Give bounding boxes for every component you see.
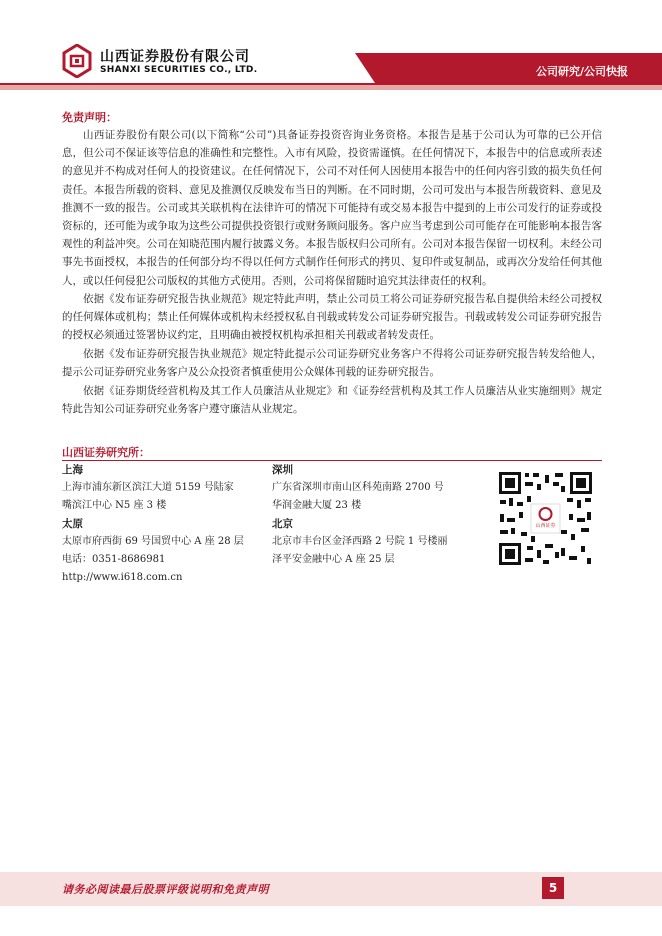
address-taiyuan [62, 515, 267, 587]
address-shanghai [62, 461, 267, 515]
address-beijing [272, 515, 482, 569]
company-name-en: SHANXI SECURITIES CO., LTD. [100, 65, 258, 75]
address-line: 太原市府西街 69 号国贸中心 A 座 28 层 [62, 536, 244, 547]
city-label-shanghai: 上海 [62, 464, 83, 476]
address-shenzhen [272, 461, 482, 515]
page-header [0, 0, 662, 90]
company-logo-icon [62, 44, 92, 78]
city-label-taiyuan: 太原 [62, 518, 83, 530]
disclaimer-paragraph-3: 依据《发布证券研究报告执业规范》规定特此提示公司证券研究业务客户不得将公司证券研究报告转发给他人，提示公司证券研究业务客户及公众投资者慎重使用公众媒体刊载的证券研究报告。 [62, 348, 602, 379]
page-number: 5 [542, 877, 564, 899]
disclaimer-paragraph-4: 依据《证券期货经营机构及其工作人员廉洁从业规定》和《证券经营机构及其工作人员廉洁从业实施细则》规定特此告知公司证券研究业务客户遵守廉洁从业规定。 [62, 385, 602, 416]
phone-number: 电话：0351-8686981 [62, 554, 166, 565]
page-footer [0, 872, 662, 906]
footer-notice: 请务必阅读最后股票评级说明和免责声明 [62, 883, 269, 896]
address-line: 北京市丰台区金泽西路 2 号院 1 号楼丽 [272, 536, 448, 547]
address-line: 上海市浦东新区滨江大道 5159 号陆家 [62, 482, 234, 493]
company-name-cn: 山西证券股份有限公司 [100, 49, 250, 65]
city-label-beijing: 北京 [272, 518, 293, 530]
qr-center-label: 山西证券 [535, 523, 556, 529]
address-line: 泽平安金融中心 A 座 25 层 [272, 554, 395, 565]
report-type-label: 公司研究/公司快报 [535, 65, 628, 78]
disclaimer-paragraph-1: 山西证券股份有限公司(以下简称“公司”)具备证券投资咨询业务资格。本报告是基于公司认为可靠的已公开信息，但公司不保证该等信息的准确性和完整性。入市有风险，投资需谨慎。在任何情况下，本报告中的信息或所表述的意见并不构成对任何人的投资建议。在任何情况下，公司不对任何人因使用本报告中的任何内容引致的损失负任何责任。本报告所载的资料、意见及推测仅反映发布当日的判断。在不同时期，公司可发出与本报告所载资料、意见及推测不一致的报告。公司或其关联机构在法律许可的情况下可能持有或交易本报告中提到的上市公司发行的证券或投资标的，还可能为或争取为这些公司提供投资银行或财务顾问服务。客户应当考虑到公司可能存在可能影响本报告客观性的利益冲突。公司在知晓范围内履行披露义务。本报告版权归公司所有。公司对本报告保留一切权利。未经公司事先书面授权，本报告的任何部分均不得以任何方式制作任何形式的拷贝、复印件或复制品，或再次分发给任何其他人，或以任何侵犯公司版权的其他方式使用。否则，公司将保留随时追究其法律责任的权利。 [62, 129, 602, 287]
qr-code-icon [497, 470, 594, 567]
address-line: 嘴滨江中心 N5 座 3 楼 [62, 500, 167, 511]
website-link[interactable]: http://www.i618.com.cn [62, 572, 183, 583]
disclaimer-title: 免责声明： [62, 111, 117, 124]
address-line: 广东省深圳市南山区科苑南路 2700 号 [272, 482, 444, 493]
address-line: 华润金融大厦 23 楼 [272, 500, 362, 511]
city-label-shenzhen: 深圳 [272, 464, 293, 476]
disclaimer-paragraph-2: 依据《发布证券研究报告执业规范》规定特此声明，禁止公司员工将公司证券研究报告私自提供给未经公司授权的任何媒体或机构；禁止任何媒体或机构未经授权私自刊载或转发公司证券研究报告。刊载或转发公司证券研究报告的授权必须通过签署协议约定，且明确由被授权机构承担相关刊载或者转发责任。 [62, 293, 602, 342]
institute-title: 山西证券研究所： [62, 446, 150, 459]
